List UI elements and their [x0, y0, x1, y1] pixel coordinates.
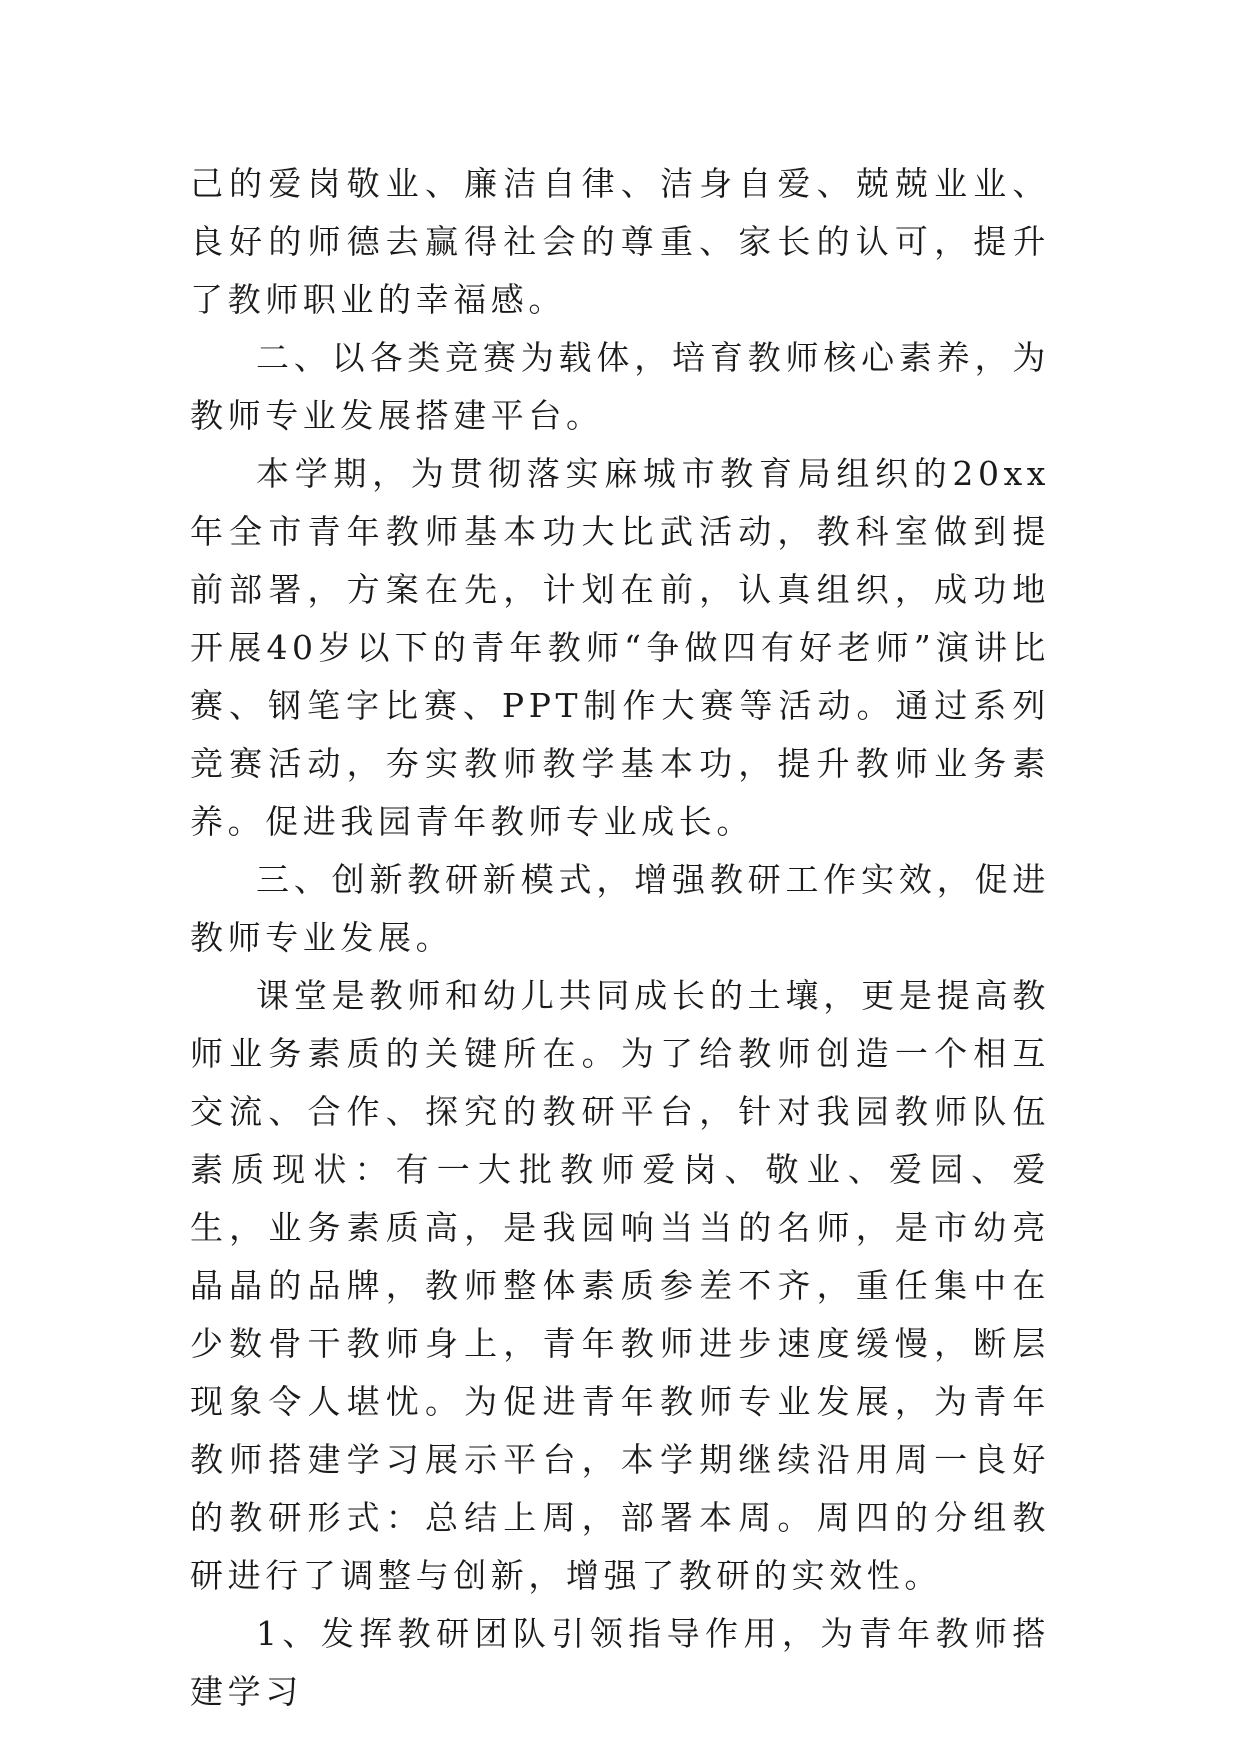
document-body: [190, 155, 1050, 1721]
paragraph-competition: 本学期，为贯彻落实麻城市教育局组织的20xx年全市青年教师基本功大比武活动，教科室做到提前部署，方案在先，计划在前，认真组织，成功地开展40岁以下的青年教师“争做四有好老师”演讲比赛、钢笔字比赛、PPT制作大赛等活动。通过系列竞赛活动，夯实教师教学基本功，提升教师业务素养。促进我园青年教师专业成长。: [190, 454, 1050, 841]
heading-section-two: 二、以各类竞赛为载体，培育教师核心素养，为教师专业发展搭建平台。: [190, 338, 1050, 435]
paragraph-item-one: 1、发挥教研团队引领指导作用，为青年教师搭建学习: [190, 1614, 1050, 1711]
paragraph-classroom: 课堂是教师和幼儿共同成长的土壤，更是提高教师业务素质的关键所在。为了给教师创造一个相互交流、合作、探究的教研平台，针对我园教师队伍素质现状：有一大批教师爱岗、敬业、爱园、爱生，业务素质高，是我园响当当的名师，是市幼亮晶晶的品牌，教师整体素质参差不齐，重任集中在少数骨干教师身上，青年教师进步速度缓慢，断层现象令人堪忧。为促进青年教师专业发展，为青年教师搭建学习展示平台，本学期继续沿用周一良好的教研形式：总结上周，部署本周。周四的分组教研进行了调整与创新，增强了教研的实效性。: [190, 976, 1050, 1595]
paragraph-continued: 己的爱岗敬业、廉洁自律、洁身自爱、兢兢业业、良好的师德去赢得社会的尊重、家长的认可，提升了教师职业的幸福感。: [190, 164, 1050, 319]
heading-section-three: 三、创新教研新模式，增强教研工作实效，促进教师专业发展。: [190, 860, 1050, 957]
